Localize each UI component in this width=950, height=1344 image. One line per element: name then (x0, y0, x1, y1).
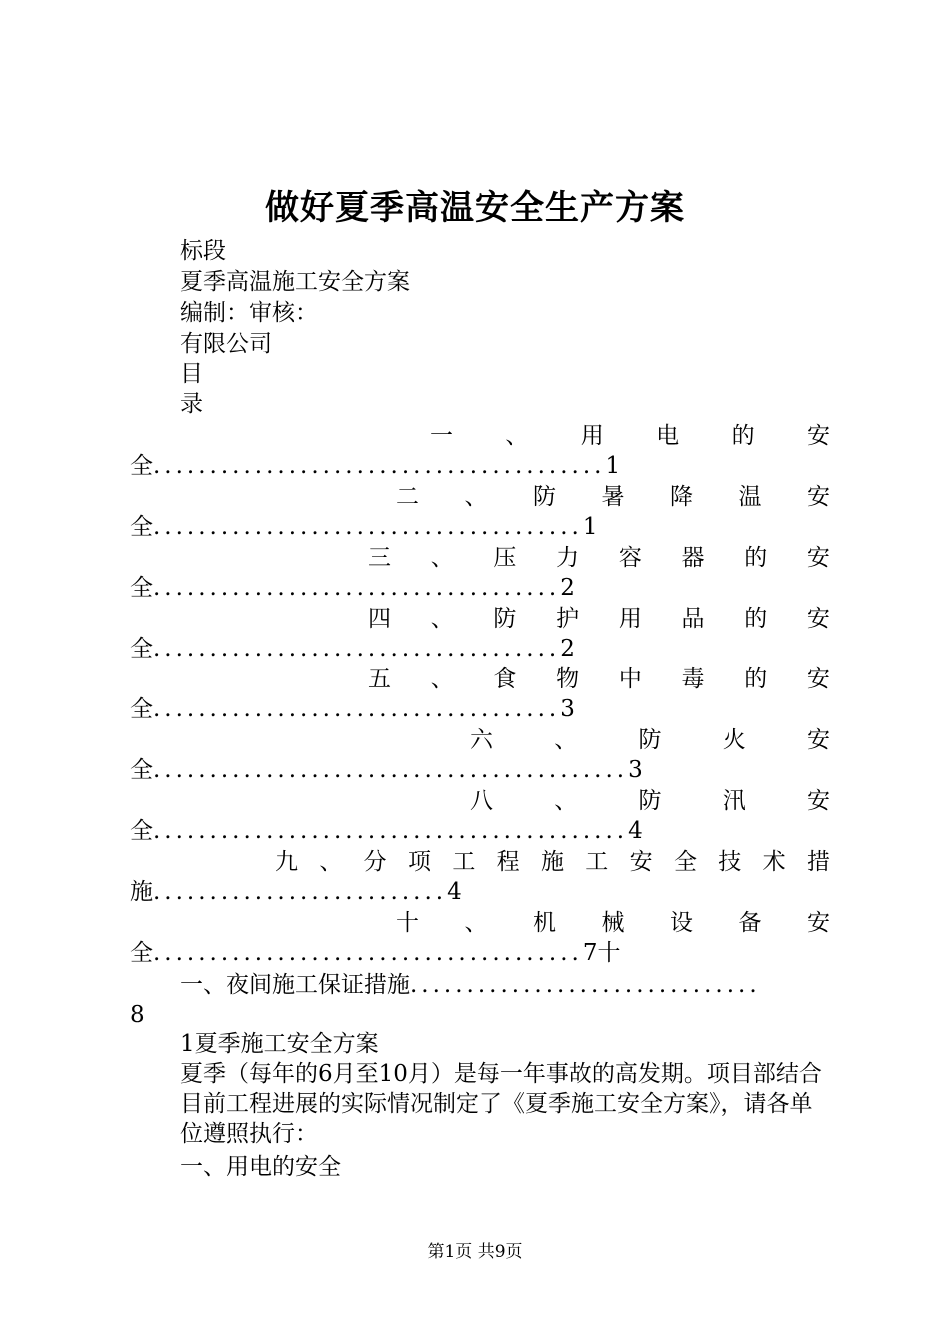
toc-heading: 四 、 防 护 用 品 的 安 (368, 606, 830, 632)
toc-heading: 八 、 防 汛 安 (470, 788, 830, 814)
section-title: 1夏季施工安全方案 (180, 1031, 379, 1057)
toc-heading: 九 、 分 项 工 程 施 工 安 全 技 术 措 (275, 849, 830, 875)
toc-leader-line: 施..........................4 (130, 879, 462, 905)
toc-heading: 一 、 用 电 的 安 (430, 423, 830, 449)
toc-entry-11-page: 8 (130, 1002, 145, 1028)
header-line-editor-reviewer: 编制：审核： (180, 300, 318, 326)
header-line-company: 有限公司 (180, 331, 272, 357)
toc-leader-line: 全..........................................4 (130, 818, 643, 844)
header-line-contents-2: 录 (180, 391, 203, 417)
toc-entry-11: 一、夜间施工保证措施............................... (180, 972, 761, 998)
toc-leader-line: 全....................................3 (130, 696, 575, 722)
toc-leader-line: 全......................................7十 (130, 940, 621, 966)
toc-heading: 三 、 压 力 容 器 的 安 (368, 545, 830, 571)
header-line-contents-1: 目 (180, 361, 203, 387)
toc-leader-line: 全......................................1 (130, 514, 598, 540)
toc-heading: 五 、 食 物 中 毒 的 安 (368, 666, 830, 692)
paragraph-text: 夏季（每年的6月至10月）是每一年事故的高发期。项目部结合目前工程进展的实际情况制定了《夏季施工安全方案》，请各单位遵照执行： (180, 1061, 822, 1147)
toc-leader-line: 全....................................2 (130, 636, 575, 662)
toc-leader-line: 全....................................2 (130, 575, 575, 601)
body-paragraph (130, 1059, 830, 1149)
header-line-plan-name: 夏季高温施工安全方案 (180, 269, 410, 295)
page-footer: 第1页 共9页 (427, 1242, 523, 1262)
subheading: 一、用电的安全 (180, 1154, 341, 1180)
toc-heading: 十 、 机 械 设 备 安 (396, 910, 830, 936)
toc-heading: 二 、 防 暑 降 温 安 (396, 484, 830, 510)
toc-heading: 六 、 防 火 安 (470, 727, 830, 753)
toc-leader-line: 全........................................1 (130, 453, 621, 479)
header-line-section: 标段 (180, 238, 226, 264)
toc-leader-line: 全..........................................3 (130, 757, 643, 783)
document-title: 做好夏季高温安全生产方案 (265, 188, 685, 228)
